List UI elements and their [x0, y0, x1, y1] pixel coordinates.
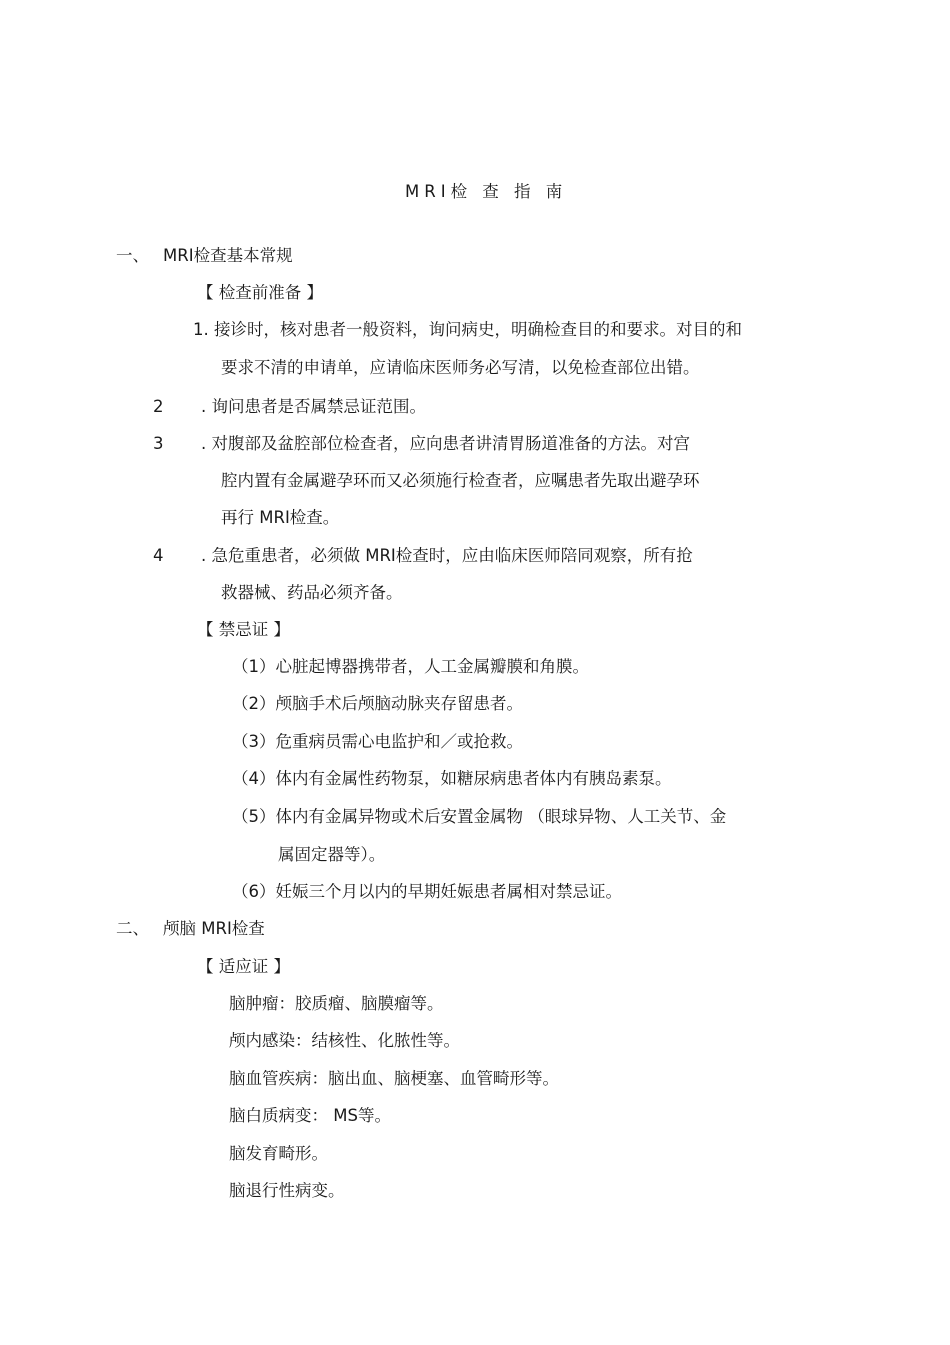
- item-3-number: 3: [153, 434, 164, 453]
- item-3-line-1: . 对腹部及盆腔部位检查者，应向患者讲清胃肠道准备的方法。对宫: [201, 434, 690, 453]
- item-4-line-1: . 急危重患者，必须做 MRI检查时，应由临床医师陪同观察，所有抢: [201, 546, 693, 565]
- contraindication-header: 【 禁忌证 】: [197, 620, 290, 639]
- item-4-number: 4: [153, 546, 164, 565]
- item-2-line-1: . 询问患者是否属禁忌证范围。: [201, 397, 426, 416]
- indication-2: 颅内感染：结核性、化脓性等。: [229, 1031, 460, 1050]
- contraindication-5-line-1: （5）体内有金属异物或术后安置金属物 （眼球异物、人工关节、金: [232, 807, 727, 826]
- section-2-number: 二、: [116, 919, 149, 938]
- indication-1: 脑肿瘤：胶质瘤、脑膜瘤等。: [229, 994, 444, 1013]
- section-1-heading: MRI检查基本常规: [163, 246, 293, 265]
- indication-5: 脑发育畸形。: [229, 1144, 328, 1163]
- item-3-line-3: 再行 MRI检查。: [221, 508, 340, 527]
- prep-header: 【 检查前准备 】: [197, 283, 323, 302]
- indication-6: 脑退行性病变。: [229, 1181, 345, 1200]
- item-1-line-1: 1. 接诊时，核对患者一般资料，询问病史，明确检查目的和要求。对目的和: [193, 320, 742, 339]
- indication-3: 脑血管疾病：脑出血、脑梗塞、血管畸形等。: [229, 1069, 559, 1088]
- contraindication-4: （4）体内有金属性药物泵，如糖尿病患者体内有胰岛素泵。: [232, 769, 672, 788]
- item-3-line-2: 腔内置有金属避孕环而又必须施行检查者，应嘱患者先取出避孕环: [221, 471, 700, 490]
- item-2-number: 2: [153, 397, 164, 416]
- contraindication-6: （6）妊娠三个月以内的早期妊娠患者属相对禁忌证。: [232, 882, 622, 901]
- item-1-line-2: 要求不清的申请单，应请临床医师务必写清，以免检查部位出错。: [221, 358, 700, 377]
- page-title: MRI检 查 指 南: [405, 182, 568, 201]
- contraindication-1: （1）心脏起博器携带者，人工金属瓣膜和角膜。: [232, 657, 589, 676]
- section-2-heading: 颅脑 MRI检查: [163, 919, 265, 938]
- indication-header: 【 适应证 】: [197, 957, 290, 976]
- indication-4: 脑白质病变： MS等。: [229, 1106, 391, 1125]
- contraindication-3: （3）危重病员需心电监护和／或抢救。: [232, 732, 523, 751]
- contraindication-2: （2）颅脑手术后颅脑动脉夹存留患者。: [232, 694, 523, 713]
- contraindication-5-line-2: 属固定器等）。: [278, 845, 386, 864]
- section-1-number: 一、: [116, 246, 149, 265]
- item-4-line-2: 救器械、药品必须齐备。: [221, 583, 403, 602]
